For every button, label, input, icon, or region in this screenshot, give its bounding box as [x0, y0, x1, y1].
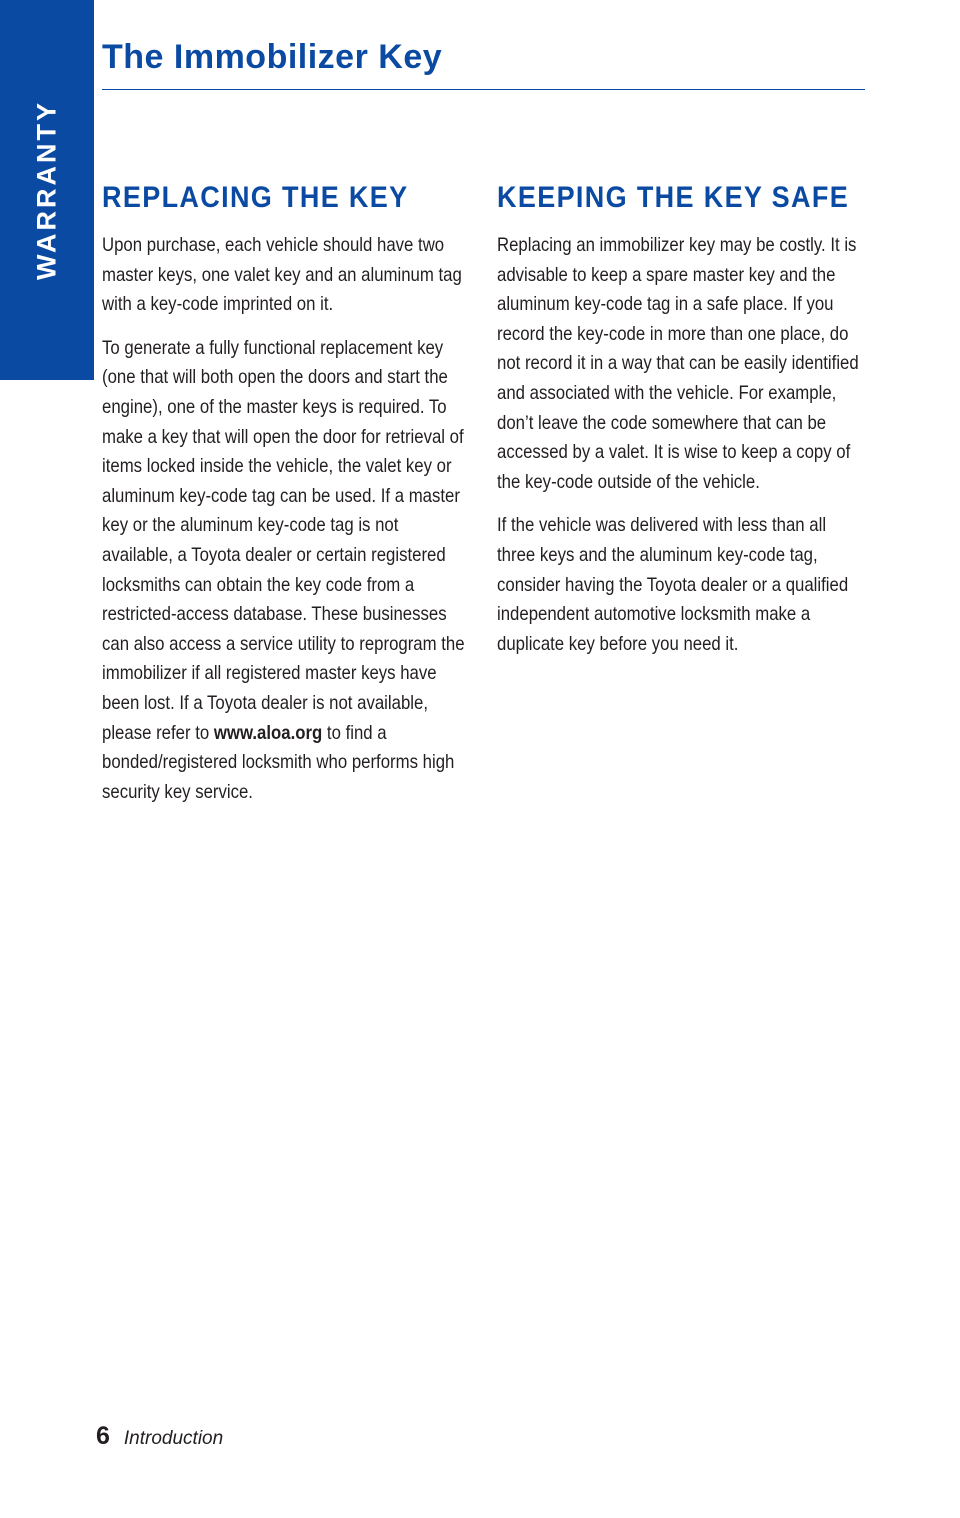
replacing-paragraph-2 — [102, 334, 472, 808]
keeping-safe-paragraph-2: If the vehicle was delivered with less than all three keys and the aluminum key-code tag, consider having the Toyota dealer or a qualified independent automotive locksmith make a duplicate key before you need it. — [497, 514, 849, 655]
aloa-link[interactable]: www.aloa.org — [213, 721, 323, 744]
replacing-paragraph-1: Upon purchase, each vehicle should have two master keys, one valet key and an aluminum tag with a key-code imprinted on it. — [102, 234, 462, 316]
keeping-safe-paragraph-1: Replacing an immobilizer key may be costly. It is advisable to keep a spare master key and the aluminum key-code tag in a safe place. If you record the key-code in more than one place, do not record it in a way that can be easily identified and associated with the vehicle. For example, don’t leave the code somewhere that can be accessed by a valet. It is wise to keep a copy of the key-code outside of the vehicle. — [497, 234, 859, 493]
page-title: The Immobilizer Key — [102, 38, 443, 76]
replacing-paragraph-2-text-end: to find a bonded/registered locksmith who performs high security key service. — [102, 721, 455, 803]
section-heading-keeping-safe: KEEPING THE KEY SAFE — [497, 181, 850, 214]
side-tab-label: WARRANTY — [31, 100, 62, 280]
replacing-paragraph-2-text: To generate a fully functional replacement key (one that will both open the doors and start the engine), one of the master keys is required. To make a key that will open the door for retrieval of items locked inside the vehicle, the valet key or aluminum key-code tag can be used. If a master key or the aluminum key-code tag is not available, a Toyota dealer or certain registered locksmiths can obtain the key code from a restricted-access database. These businesses can also access a service utility to reprogram the immobilizer if all registered master keys have been lost. If a Toyota dealer is not available, please refer to — [102, 336, 465, 744]
keeping-the-key-safe-section — [497, 178, 869, 673]
page-footer — [96, 1422, 223, 1451]
title-divider — [102, 89, 865, 90]
section-heading-replacing: REPLACING THE KEY — [102, 181, 409, 214]
warranty-side-tab — [0, 0, 94, 380]
footer-section-name: Introduction — [123, 1428, 224, 1449]
page-number: 6 — [96, 1422, 110, 1450]
replacing-the-key-section — [102, 178, 474, 821]
